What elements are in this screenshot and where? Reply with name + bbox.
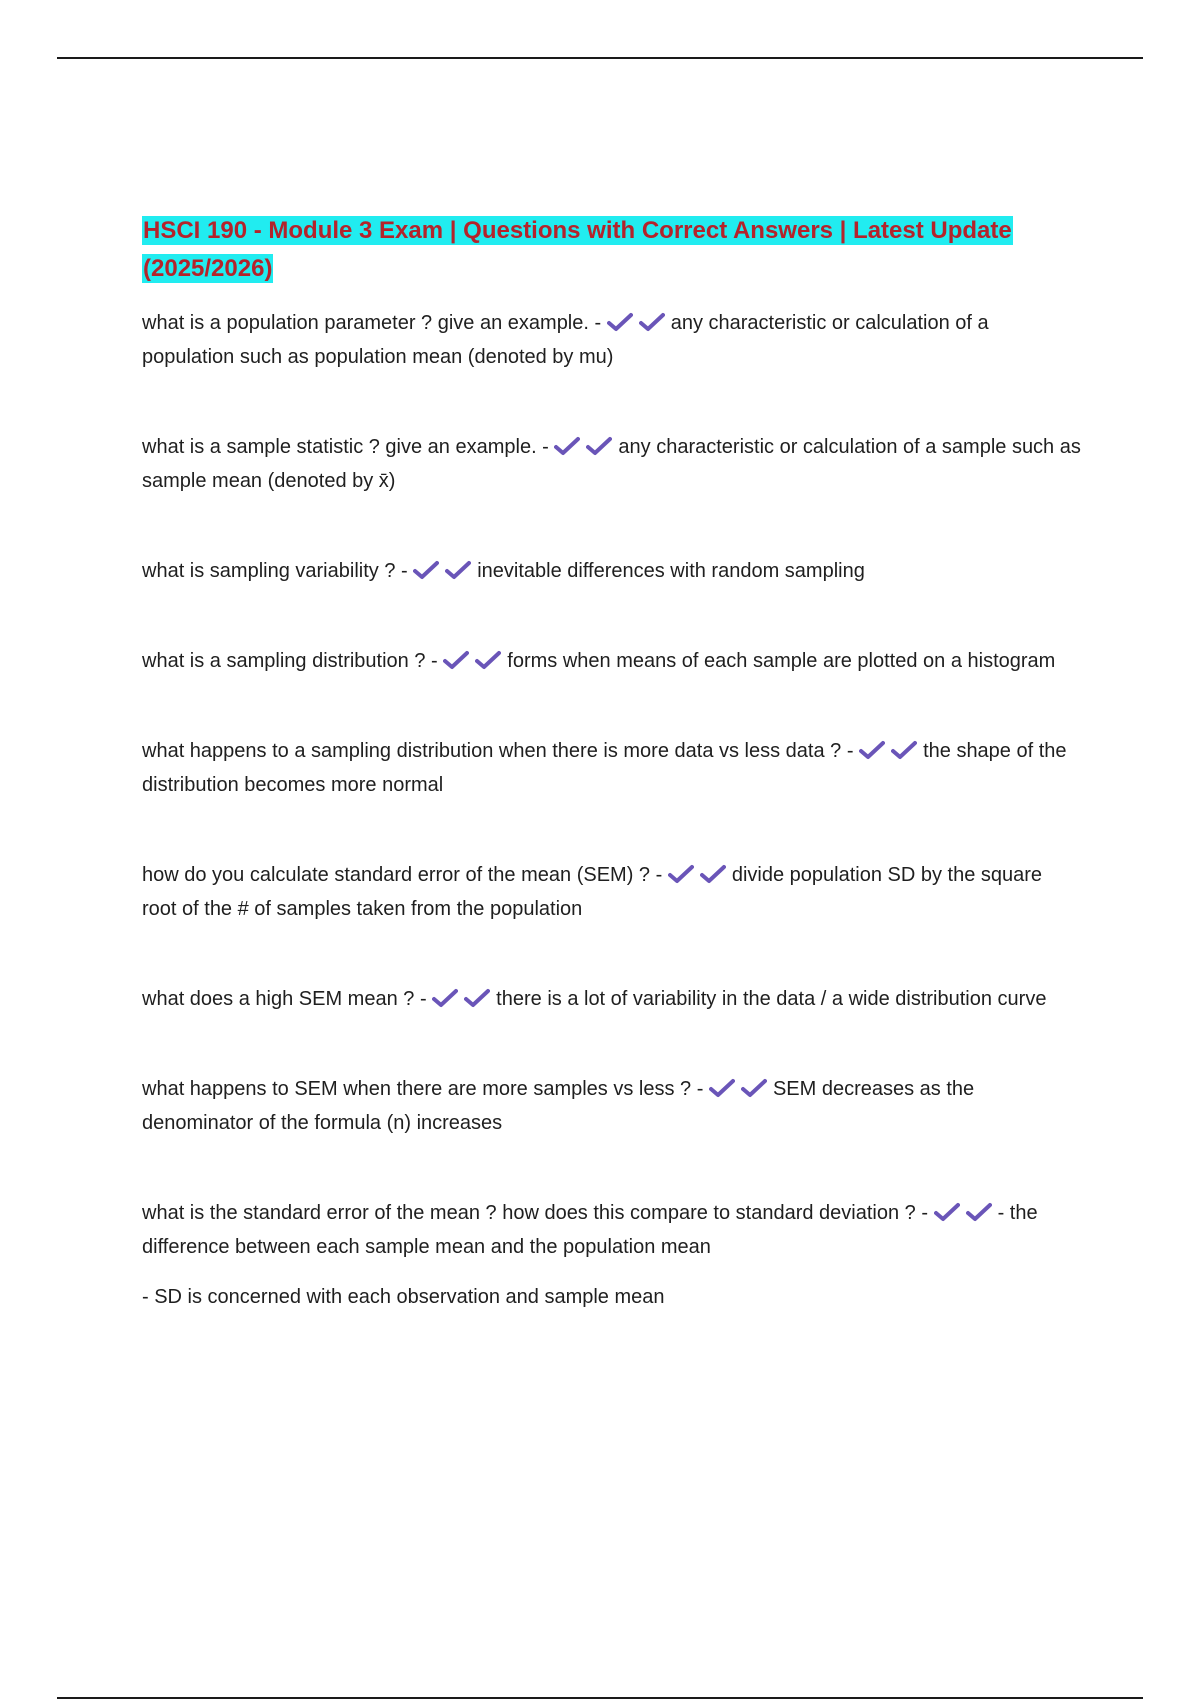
- qa-paragraph: [142, 306, 1082, 374]
- qa-item: [142, 306, 1082, 374]
- qa-paragraph: [142, 982, 1082, 1016]
- answer-text: inevitable differences with random sampling: [477, 560, 865, 582]
- check-icon: [464, 988, 490, 1008]
- check-icon: [891, 740, 917, 760]
- check-icon: [445, 560, 471, 580]
- check-icon: [639, 312, 665, 332]
- qa-paragraph: [142, 858, 1082, 926]
- question-text: what happens to SEM when there are more samples vs less ? -: [142, 1078, 704, 1100]
- question-text: what does a high SEM mean ? -: [142, 988, 427, 1010]
- check-icon: [432, 988, 458, 1008]
- question-text: what is a sampling distribution ? -: [142, 650, 438, 672]
- check-icon: [413, 560, 439, 580]
- qa-paragraph: [142, 734, 1082, 802]
- answer-text: there is a lot of variability in the data / a wide distribution curve: [496, 988, 1047, 1010]
- qa-item: [142, 644, 1082, 678]
- qa-paragraph: [142, 644, 1082, 678]
- answer-extra-text: - SD is concerned with each observation and sample mean: [142, 1286, 665, 1308]
- check-icon: [475, 650, 501, 670]
- check-icon: [443, 650, 469, 670]
- question-text: what is a sample statistic ? give an example. -: [142, 436, 549, 458]
- check-icon: [934, 1202, 960, 1222]
- answer-text: divide population SD by the square root of the # of samples taken from the population: [142, 864, 1043, 920]
- document-body: [142, 212, 1082, 1314]
- qa-paragraph: [142, 1196, 1082, 1264]
- qa-item: [142, 982, 1082, 1016]
- question-text: what is sampling variability ? -: [142, 560, 408, 582]
- answer-text: any characteristic or calculation of a sample such as sample mean (denoted by x̄): [142, 436, 1081, 492]
- qa-paragraph: [142, 430, 1082, 498]
- answer-text: forms when means of each sample are plotted on a histogram: [507, 650, 1056, 672]
- qa-item: [142, 1196, 1082, 1314]
- question-text: what is a population parameter ? give an example. -: [142, 312, 602, 334]
- answer-text: any characteristic or calculation of a population such as population mean (denoted by mu): [142, 312, 989, 368]
- qa-paragraph: [142, 1072, 1082, 1140]
- qa-item: [142, 554, 1082, 588]
- answer-text: SEM decreases as the denominator of the formula (n) increases: [142, 1078, 975, 1134]
- check-icon: [966, 1202, 992, 1222]
- check-icon: [741, 1078, 767, 1098]
- answer-text: - the difference between each sample mean and the population mean: [142, 1202, 1038, 1258]
- check-icon: [586, 436, 612, 456]
- check-icon: [700, 864, 726, 884]
- check-icon: [668, 864, 694, 884]
- top-rule: [57, 57, 1143, 59]
- check-icon: [859, 740, 885, 760]
- document-title: [142, 212, 1082, 288]
- check-icon: [554, 436, 580, 456]
- qa-list: [142, 306, 1082, 1314]
- bottom-rule: [57, 1697, 1143, 1699]
- answer-text: the shape of the distribution becomes more normal: [142, 740, 1067, 796]
- qa-item: [142, 734, 1082, 802]
- check-icon: [709, 1078, 735, 1098]
- question-text: what happens to a sampling distribution when there is more data vs less data ? -: [142, 740, 854, 762]
- qa-paragraph: [142, 554, 1082, 588]
- qa-item: [142, 858, 1082, 926]
- title-highlight: HSCI 190 - Module 3 Exam | Questions with Correct Answers | Latest Update (2025/2026): [143, 217, 1012, 282]
- qa-item: [142, 430, 1082, 498]
- question-text: how do you calculate standard error of the mean (SEM) ? -: [142, 864, 663, 886]
- check-icon: [607, 312, 633, 332]
- question-text: what is the standard error of the mean ? how does this compare to standard deviation ? -: [142, 1202, 928, 1224]
- qa-item: [142, 1072, 1082, 1140]
